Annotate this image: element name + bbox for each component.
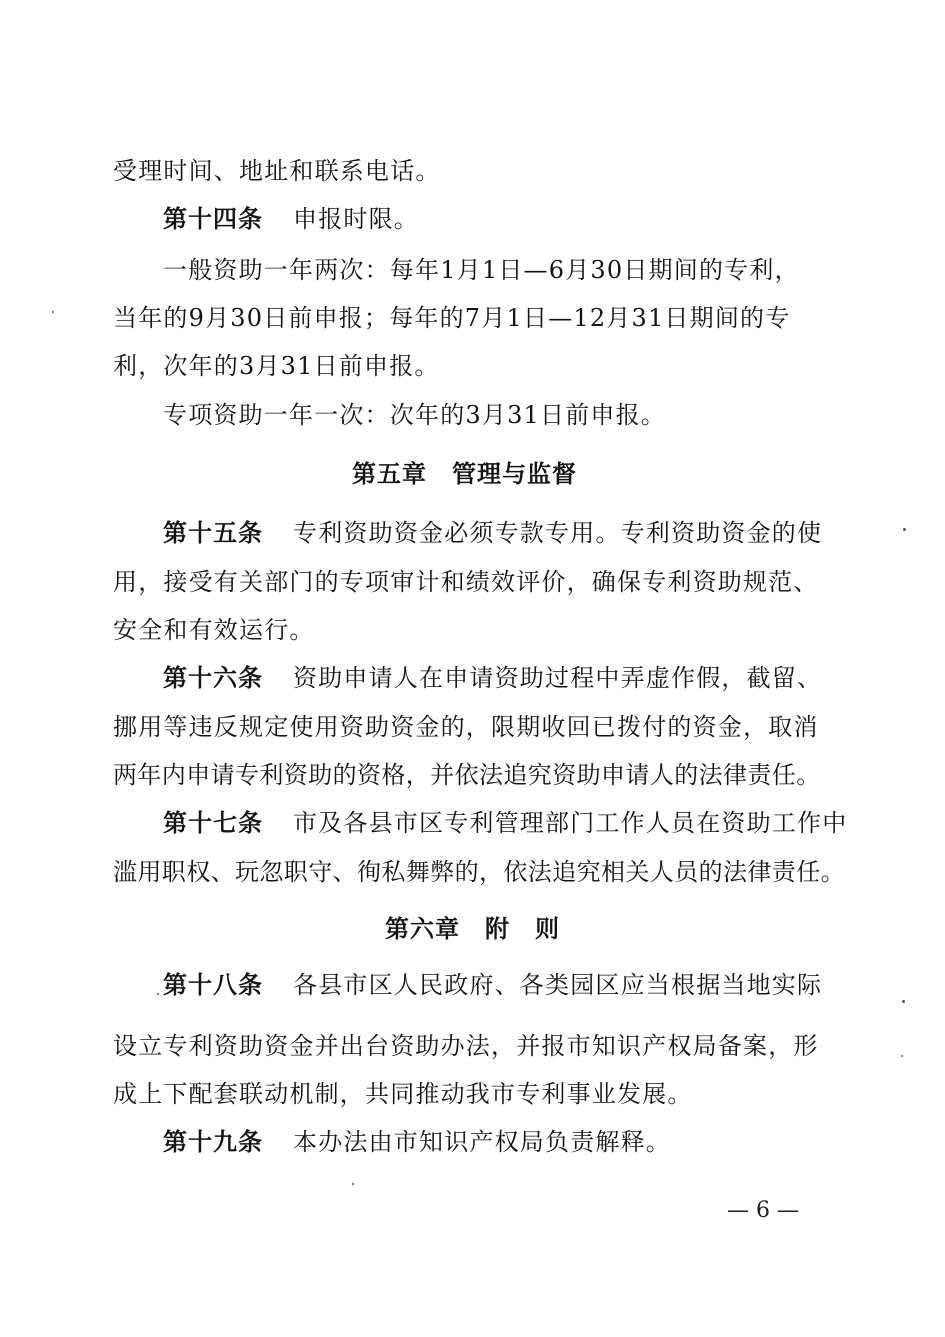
- article-14-para-3: 利，次年的3月31日前申报。: [113, 352, 440, 380]
- chapter-5-heading: 第五章 管理与监督: [352, 460, 577, 488]
- article-17-label: 第十七条: [163, 809, 263, 837]
- article-17-text-1: 市及各县市区专利管理部门工作人员在资助工作中: [293, 809, 848, 837]
- article-18-text-1: 各县市区人民政府、各类园区应当根据当地实际: [293, 971, 823, 999]
- article-16-label: 第十六条: [163, 664, 263, 692]
- article-15-line-1: [163, 517, 822, 549]
- scan-speck: [157, 993, 159, 995]
- scan-speck: [902, 1000, 905, 1003]
- article-14-line: [163, 203, 419, 235]
- article-18-line-3: 成上下配套联动机制，共同推动我市专利事业发展。: [113, 1080, 693, 1108]
- article-18-label: 第十八条: [163, 971, 263, 999]
- article-18-line-2: 设立专利资助资金并出台资助办法，并报市知识产权局备案，形: [113, 1032, 819, 1060]
- scan-speck: [352, 1183, 354, 1185]
- scan-speck: [52, 311, 54, 313]
- article-19-label: 第十九条: [163, 1128, 263, 1156]
- article-14-para-1: 一般资助一年两次：每年1月1日—6月30日期间的专利，: [163, 256, 800, 284]
- article-17-line-1: [163, 807, 847, 839]
- article-18-line-1: [163, 969, 822, 1001]
- article-16-line-2: 挪用等违反规定使用资助资金的，限期收回已拨付的资金，取消: [113, 713, 819, 741]
- article-15-line-3: 安全和有效运行。: [113, 616, 315, 644]
- article-15-label: 第十五条: [163, 519, 263, 547]
- article-16-line-3: 两年内申请专利资助的资格，并依法追究资助申请人的法律责任。: [113, 761, 821, 789]
- scan-speck: [901, 1055, 903, 1057]
- article-14-text: 申报时限。: [293, 205, 419, 233]
- article-14-label: 第十四条: [163, 205, 263, 233]
- article-16-text-1: 资助申请人在申请资助过程中弄虚作假，截留、: [293, 664, 823, 692]
- continuation-line: 受理时间、地址和联系电话。: [113, 157, 441, 185]
- article-19-text: 本办法由市知识产权局负责解释。: [293, 1128, 671, 1156]
- chapter-6-heading: 第六章 附 则: [385, 915, 560, 943]
- article-14-para-2: 当年的9月30日前申报；每年的7月1日—12月31日期间的专: [113, 304, 791, 332]
- article-15-line-2: 用，接受有关部门的专项审计和绩效评价，确保专利资助规范、: [113, 568, 819, 596]
- page-number: — 6 —: [727, 1198, 799, 1223]
- article-16-line-1: [163, 662, 822, 694]
- article-14-para-4: 专项资助一年一次：次年的3月31日前申报。: [163, 401, 667, 429]
- article-17-line-2: 滥用职权、玩忽职守、徇私舞弊的，依法追究相关人员的法律责任。: [113, 858, 845, 886]
- article-19-line: [163, 1126, 671, 1158]
- article-15-text-1: 专利资助资金必须专款专用。专利资助资金的使: [293, 519, 823, 547]
- scan-speck: [903, 528, 906, 531]
